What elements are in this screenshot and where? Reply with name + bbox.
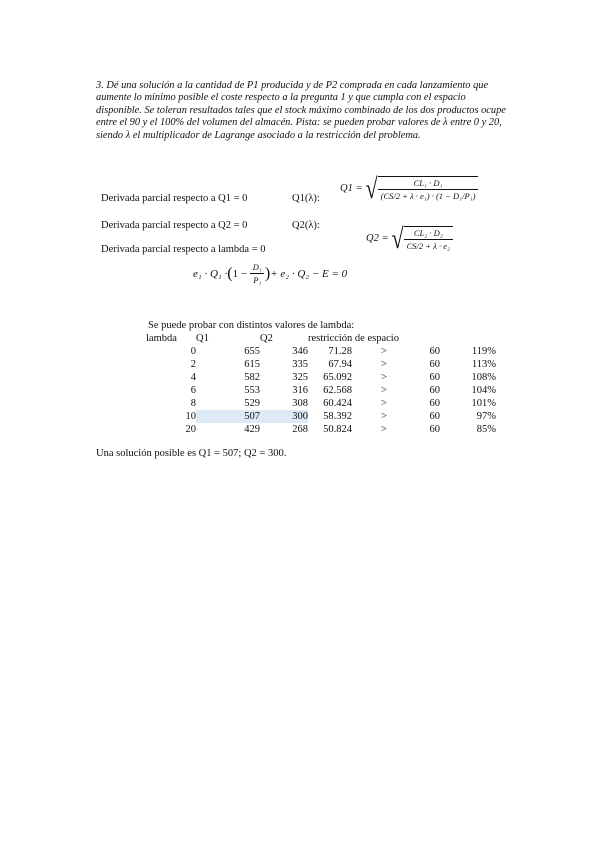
cell-lambda: 4 [190,372,196,383]
cell-capacity: 60 [429,372,440,383]
cell-lambda: 8 [190,398,196,409]
header-restriction: restricción de espacio [308,333,399,344]
header-lambda: lambda [146,333,177,344]
lambda-table [146,332,496,436]
table-row [146,371,496,384]
table-header-row [146,332,496,345]
cell-q1: 553 [244,385,260,396]
q1-formula-lhs: Q1 = [340,183,363,194]
cell-percentage: 119% [471,346,496,357]
cell-lambda: 10 [185,411,196,422]
cell-comparison: > [381,346,387,357]
cell-lambda: 6 [190,385,196,396]
cell-space: 71.28 [328,346,352,357]
derivative-q2-label: Derivada parcial respecto a Q2 = 0 [101,220,248,231]
cell-q2: 346 [292,346,308,357]
cell-percentage: 97% [476,411,496,422]
cell-comparison: > [381,359,387,370]
cell-capacity: 60 [429,411,440,422]
table-row [146,423,496,436]
table-row [146,384,496,397]
cell-comparison: > [381,385,387,396]
constraint-frac-num: D₁ [252,262,262,272]
cell-lambda: 20 [185,424,196,435]
constraint-formula: e₁ · Q₁ · ( 1 − $\frac{\text{D₁}}{\text{P₁}}$ ) + e₂ · Q₂ − E = 0 [193,262,348,285]
cell-lambda: 0 [190,346,196,357]
constraint-part-a: e₁ · Q₁ · [193,267,228,280]
q1-numerator: CL₁ · D₁ [413,178,443,188]
cell-space: 60.424 [323,398,352,409]
cell-q1: 615 [244,359,260,370]
cell-q2: 308 [292,398,308,409]
cell-comparison: > [381,372,387,383]
cell-space: 58.392 [323,411,352,422]
cell-percentage: 101% [471,398,496,409]
question-text: 3. Dé una solución a la cantidad de P1 producida y de P2 comprada en cada lanzamiento que aumente lo mínimo posible el coste respecto a la pregunta 1 y que cumpla con el espacio disponible. Se toleran resultados tales que el stock máximo combinado de los dos productos ocupe entre el 90 y el 100% del volumen del almacén. Pista: se pueden probar valores de λ entre 0 y 20, siendo λ el multiplicador de Lagrange asociado a la restricción del problema. [96,80,506,141]
cell-q1: 655 [244,346,260,357]
cell-q2: 316 [292,385,308,396]
cell-q2: 300 [260,410,308,423]
solution-text: Una solución posible es Q1 = 507; Q2 = 300. [96,448,287,459]
cell-lambda: 2 [190,359,196,370]
q2-sqrt [391,221,453,255]
constraint-frac-den: P₁ [250,273,264,285]
sqrt-icon: √ [365,171,378,205]
cell-comparison: > [381,398,387,409]
cell-q2: 325 [292,372,308,383]
q2-denominator: CS/2 + λ · e₂ [404,239,453,251]
cell-capacity: 60 [429,359,440,370]
cell-capacity: 60 [429,398,440,409]
constraint-part-b: + e₂ · Q₂ − E = 0 [270,267,348,280]
cell-percentage: 113% [471,359,496,370]
cell-q1: 429 [244,424,260,435]
cell-space: 62.568 [323,385,352,396]
table-body [146,345,496,436]
cell-percentage: 85% [476,424,496,435]
cell-capacity: 60 [429,385,440,396]
q2-lambda-label: Q2(λ): [292,220,320,231]
cell-comparison: > [381,411,387,422]
cell-q2: 268 [292,424,308,435]
cell-comparison: > [381,424,387,435]
q1-lambda-label: Q1(λ): [292,193,320,204]
cell-q1: 507 [196,410,260,423]
cell-percentage: 104% [471,385,496,396]
cell-capacity: 60 [429,424,440,435]
q2-formula-lhs: Q2 = [366,233,389,244]
table-row [146,397,496,410]
cell-space: 65.092 [323,372,352,383]
header-q1: Q1 [196,333,209,344]
q1-sqrt [365,171,479,205]
cell-q2: 335 [292,359,308,370]
header-q2: Q2 [260,333,273,344]
cell-q1: 529 [244,398,260,409]
cell-space: 50.824 [323,424,352,435]
constraint-fraction [250,262,265,285]
table-row [146,358,496,371]
cell-percentage: 108% [471,372,496,383]
derivative-q1-label: Derivada parcial respecto a Q1 = 0 [101,193,248,204]
q2-formula [366,221,453,255]
table-row [146,345,496,358]
q1-denominator: (CS/2 + λ · e₁) · (1 − D₁/P₁) [378,189,479,201]
sqrt-icon: √ [391,221,404,255]
table-intro: Se puede probar con distintos valores de lambda: [148,320,355,331]
cell-space: 67.94 [328,359,352,370]
q2-numerator: CL₂ · D₂ [413,228,443,238]
cell-capacity: 60 [429,346,440,357]
derivative-lambda-label: Derivada parcial respecto a lambda = 0 [101,244,266,255]
table-row [146,410,496,423]
q1-formula [340,171,478,205]
cell-q1: 582 [244,372,260,383]
